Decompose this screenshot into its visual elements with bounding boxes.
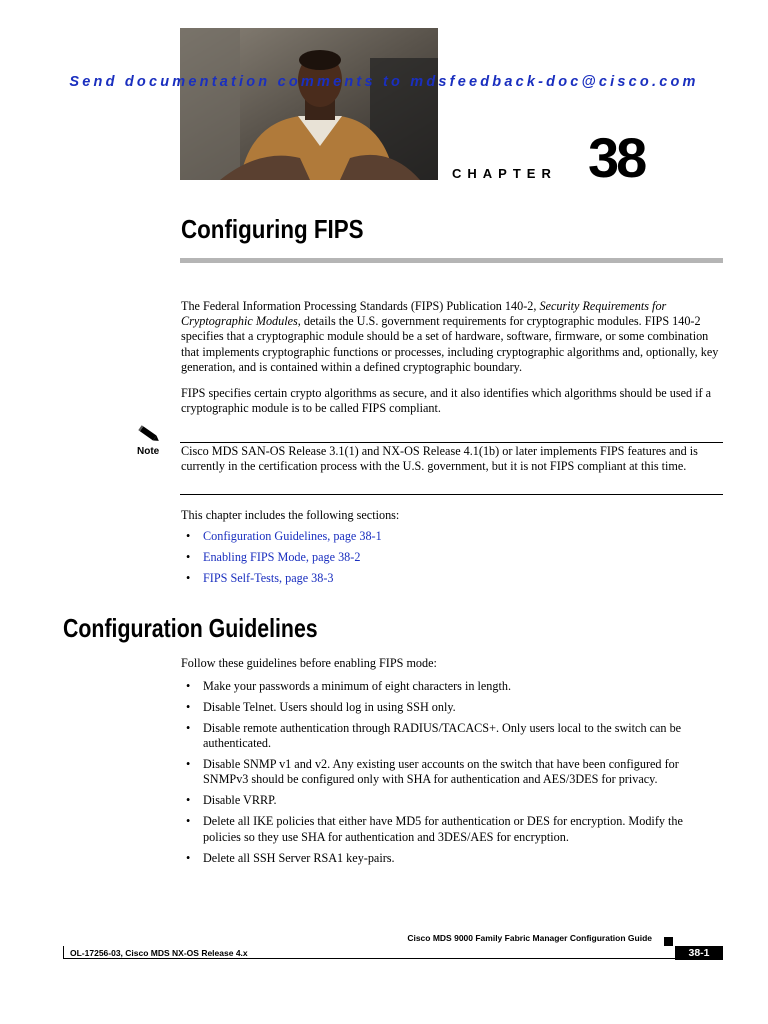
guidelines-intro: Follow these guidelines before enabling FIPS mode: bbox=[181, 656, 437, 670]
list-item: • Disable remote authentication through RADIUS/TACACS+. Only users local to the switch can be authenticated. bbox=[181, 721, 722, 751]
list-item bbox=[181, 550, 722, 565]
list-item: • Make your passwords a minimum of eight characters in length. bbox=[181, 679, 722, 694]
section-link-list bbox=[181, 529, 722, 592]
list-item: • Disable Telnet. Users should log in using SSH only. bbox=[181, 700, 722, 715]
guidelines-list bbox=[181, 679, 722, 872]
footer-guide-title: Cisco MDS 9000 Family Fabric Manager Configuration Guide bbox=[407, 933, 652, 943]
list-item bbox=[181, 571, 722, 586]
footer-rule bbox=[63, 958, 675, 959]
documentation-feedback-banner: Send documentation comments to mdsfeedback-doc@cisco.com bbox=[69, 74, 699, 90]
section-link-fips-self-tests[interactable]: FIPS Self-Tests, page 38-3 bbox=[203, 571, 334, 585]
chapter-number: 38 bbox=[588, 126, 645, 189]
page-title: Configuring FIPS bbox=[181, 214, 364, 244]
intro-paragraph-2: FIPS specifies certain crypto algorithms as secure, and it also identifies which algorithms should be used if a cryptographic module is to be called FIPS compliant. bbox=[181, 386, 712, 416]
note-text: Cisco MDS SAN-OS Release 3.1(1) and NX-OS Release 4.1(1b) or later implements FIPS features and is currently in the certification process with the U.S. government, but it is not FIPS compliant at this time. bbox=[181, 444, 698, 474]
chapter-label: CHAPTER bbox=[452, 166, 557, 181]
footer-marker bbox=[664, 937, 673, 946]
intro-text: The Federal Information Processing Standards (FIPS) Publication 140-2, bbox=[181, 299, 540, 313]
note-top-rule bbox=[180, 442, 723, 443]
list-item: • Delete all SSH Server RSA1 key-pairs. bbox=[181, 851, 722, 866]
pencil-note-icon bbox=[137, 424, 161, 444]
sections-intro: This chapter includes the following sections: bbox=[181, 508, 400, 522]
page-number: 38-1 bbox=[675, 946, 723, 960]
section-link-configuration-guidelines[interactable]: Configuration Guidelines, page 38-1 bbox=[203, 529, 382, 543]
chapter-photo bbox=[180, 28, 438, 180]
section-heading-configuration-guidelines: Configuration Guidelines bbox=[63, 613, 318, 643]
list-item: • Disable SNMP v1 and v2. Any existing user accounts on the switch that have been configured for SNMPv3 should be configured only with SHA for authentication and AES/3DES for privacy. bbox=[181, 757, 722, 787]
intro-text-cont: , details the U.S. government requirements for cryptographic modules. FIPS 140-2 specifies that a cryptographic module should be a set of hardware, software, firmware, or some combination that implements cryptographic functions or processes, including cryptographic algorithms and, optionally, key generation, and is contained within a defined cryptographic boundary. bbox=[181, 314, 719, 374]
section-link-enabling-fips-mode[interactable]: Enabling FIPS Mode, page 38-2 bbox=[203, 550, 361, 564]
footer-doc-id: OL-17256-03, Cisco MDS NX-OS Release 4.x bbox=[70, 948, 248, 958]
publication-title: Security Requirements for Cryptographic Modules bbox=[181, 299, 667, 329]
list-item bbox=[181, 529, 722, 544]
list-item: • Delete all IKE policies that either have MD5 for authentication or DES for encryption. Modify the policies so they use SHA for authentication and 3DES/AES for encryption. bbox=[181, 814, 722, 844]
title-rule bbox=[180, 258, 723, 263]
intro-paragraph-1 bbox=[181, 299, 722, 375]
list-item: • Disable VRRP. bbox=[181, 793, 722, 808]
note-bottom-rule bbox=[180, 494, 723, 495]
person-photo-illustration bbox=[180, 28, 438, 180]
note-label: Note bbox=[137, 446, 160, 457]
